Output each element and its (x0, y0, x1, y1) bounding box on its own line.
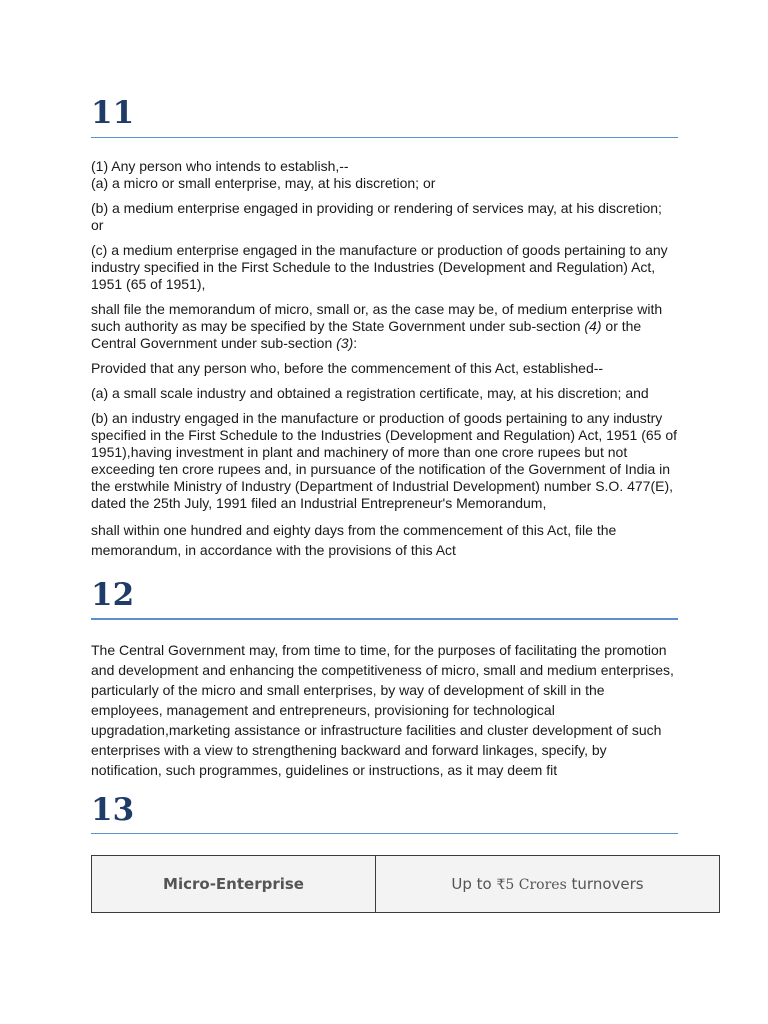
section-12 (91, 577, 678, 780)
table-cell-label: Micro-Enterprise (92, 856, 376, 913)
clause-a: (a) a micro or small enterprise, may, at his discretion; or (91, 175, 436, 191)
section-number-13: 13 (91, 792, 135, 828)
clause-shall-file (91, 301, 678, 352)
section-11 (91, 95, 678, 560)
value-amount: ₹5 Crores (496, 877, 567, 893)
table-row (92, 856, 720, 913)
subsection-ref: (4) (584, 318, 602, 334)
value-prefix: Up to (451, 875, 497, 893)
clause-c: (c) a medium enterprise engaged in the manufacture or production of goods pertaining to any industry specified in the First Schedule to the Industries (Development and Regulation) Act, 1951 (65 of 1951), (91, 242, 668, 292)
section-number-11: 11 (91, 95, 135, 131)
proviso-b: (b) an industry engaged in the manufacture or production of goods pertaining to any industry specified in the First Schedule to the Industries (Development and Regulation) Act, 1951 (65 of 1951),having investment in plant and machinery of more than one crore rupees but not exceeding ten crore rupees and, in pursuance of the notification of the Government of India in the erstwhile Ministry of Industry (Department of Industrial Development) number S.O. 477(E), dated the 25th July, 1991 filed an Industrial Entrepreneur's Memorandum, (91, 410, 678, 511)
clause-intro: (1) Any person who intends to establish,-- (91, 158, 349, 174)
section-divider (91, 833, 678, 834)
section-12-body: The Central Government may, from time to time, for the purposes of facilitating the promotion and development and enhancing the competitiveness of micro, small and medium enterprises, particularly of the micro and small enterprises, by way of development of skill in the employees, management and entrepreneurs, provisioning for technological upgradation,marketing assistance or infrastructure facilities and cluster development of such enterprises with a view to strengthening backward and forward linkages, specify, by notification, such programmes, guidelines or instructions, as it may deem fit (91, 642, 674, 778)
text-run: : (353, 335, 358, 351)
clause-b: (b) a medium enterprise engaged in providing or rendering of services may, at his discretion; or (91, 200, 662, 233)
section-13 (91, 792, 678, 834)
value-suffix: turnovers (566, 875, 644, 893)
clause-final: shall within one hundred and eighty days from the commencement of this Act, file the memorandum, in accordance with the provisions of this Act (91, 522, 617, 558)
text-run: or the Central Government under sub-section (91, 318, 642, 351)
proviso-a: (a) a small scale industry and obtained a registration certificate, may, at his discretion; and (91, 385, 649, 401)
table-cell-value (376, 856, 720, 913)
section-number-12: 12 (91, 577, 135, 613)
enterprise-table (91, 855, 720, 913)
text-run: shall file the memorandum of micro, small or, as the case may be, of medium enterprise with such authority as may be specified by the State Government under sub-section (91, 301, 663, 334)
clause-proviso: Provided that any person who, before the commencement of this Act, established-- (91, 360, 604, 376)
subsection-ref: (3) (336, 335, 354, 351)
